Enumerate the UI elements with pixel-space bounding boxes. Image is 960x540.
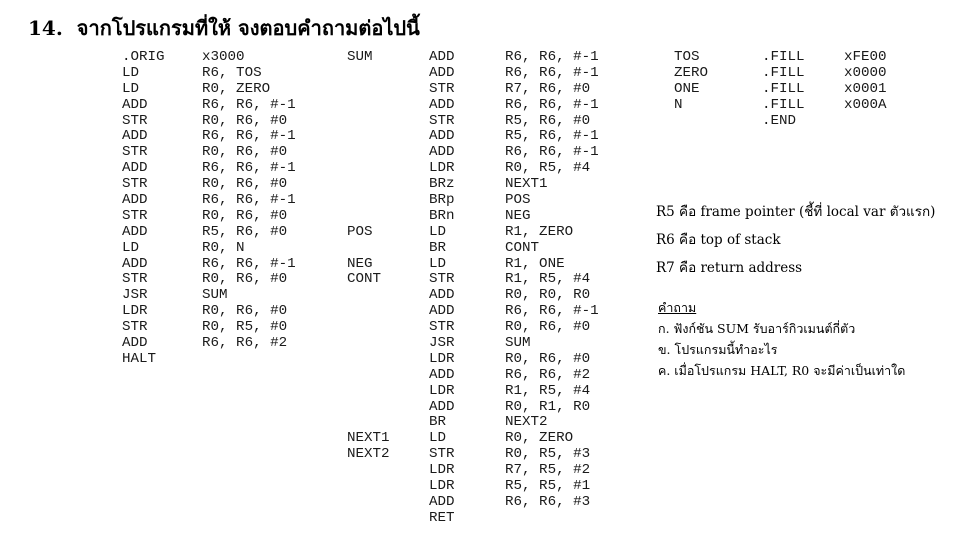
code-operands: xFE00 xyxy=(844,49,887,65)
code-opcode: ADD xyxy=(122,128,148,145)
code-operands: R0, R5, #4 xyxy=(505,160,591,177)
code-opcode: ADD xyxy=(429,128,455,145)
code-operands: R6, R6, #3 xyxy=(505,493,591,510)
code-opcode: RET xyxy=(429,509,455,526)
code-operands: R6, R6, #-1 xyxy=(505,303,599,320)
code-label: ONE xyxy=(674,80,700,97)
code-operands: NEG xyxy=(505,207,531,224)
code-opcode: JSR xyxy=(122,287,148,304)
code-operands: R6, R6, #-1 xyxy=(202,128,296,145)
code-operands: R1, ZERO xyxy=(505,223,574,240)
code-opcode: LD xyxy=(429,255,447,272)
code-opcode: ADD xyxy=(122,255,148,272)
code-opcode: STR xyxy=(429,446,455,463)
code-opcode: LDR xyxy=(429,462,455,479)
code-operands: R1, R5, #4 xyxy=(505,271,591,288)
code-operands: POS xyxy=(505,192,531,209)
code-operands: x0001 xyxy=(844,80,887,97)
code-operands: R5, R6, #-1 xyxy=(505,128,599,145)
note-r5: R5 คือ frame pointer (ชี้ที่ local var ตัวแรก) xyxy=(656,204,936,220)
questions-heading: คำถาม xyxy=(658,300,697,315)
question-title xyxy=(28,12,420,44)
code-operands: R6, R6, #-1 xyxy=(505,49,599,65)
code-opcode: LDR xyxy=(122,303,148,320)
code-label: SUM xyxy=(347,49,373,65)
code-opcode: LD xyxy=(429,223,447,240)
code-label: ZERO xyxy=(674,64,709,81)
code-operands: R0, R5, #0 xyxy=(202,319,288,336)
code-operands: R5, R5, #1 xyxy=(505,478,591,495)
code-opcode: .END xyxy=(762,112,797,129)
code-label: CONT xyxy=(347,271,382,288)
code-operands: NEXT1 xyxy=(505,176,548,193)
question-item-b: ข. โปรแกรมนี้ทำอะไร xyxy=(658,342,778,357)
question-text: จากโปรแกรมที่ให้ จงตอบคำถามต่อไปนี้ xyxy=(76,16,420,40)
code-opcode: ADD xyxy=(429,366,455,383)
questions-block xyxy=(658,298,905,382)
code-opcode: LD xyxy=(122,239,140,256)
code-opcode: .FILL xyxy=(762,49,805,65)
code-operands: R6, R6, #-1 xyxy=(202,160,296,177)
code-opcode: ADD xyxy=(429,287,455,304)
code-operands: SUM xyxy=(505,335,531,352)
code-operands: R5, R6, #0 xyxy=(202,223,288,240)
code-opcode: ADD xyxy=(122,160,148,177)
code-operands: R0, ZERO xyxy=(505,430,574,447)
code-operands: R6, R6, #2 xyxy=(505,366,591,383)
code-operands: R6, TOS xyxy=(202,64,262,81)
code-operands: R6, R6, #-1 xyxy=(202,96,296,113)
code-opcode: LD xyxy=(429,430,447,447)
code-opcode: BRn xyxy=(429,207,455,224)
code-operands: R1, ONE xyxy=(505,255,565,272)
code-opcode: LDR xyxy=(429,350,455,367)
code-opcode: BR xyxy=(429,414,447,431)
code-operands: R0, R6, #0 xyxy=(202,271,288,288)
code-operands: R0, R6, #0 xyxy=(202,207,288,224)
code-operands: R6, R6, #2 xyxy=(202,335,288,352)
code-opcode: STR xyxy=(429,112,455,129)
code-opcode: STR xyxy=(122,271,148,288)
note-r6: R6 คือ top of stack xyxy=(656,232,781,248)
code-opcode: ADD xyxy=(122,335,148,352)
code-opcode: .FILL xyxy=(762,64,805,81)
code-opcode: ADD xyxy=(429,144,455,161)
code-opcode: ADD xyxy=(429,398,455,415)
code-opcode: ADD xyxy=(429,64,455,81)
code-operands: R0, R0, R0 xyxy=(505,287,591,304)
code-operands: R0, R6, #0 xyxy=(505,350,591,367)
code-operands: x3000 xyxy=(202,49,245,65)
code-operands: R5, R6, #0 xyxy=(505,112,591,129)
code-opcode: STR xyxy=(122,144,148,161)
code-opcode: STR xyxy=(429,80,455,97)
code-opcode: LDR xyxy=(429,382,455,399)
code-label: NEG xyxy=(347,255,373,272)
code-opcode: ADD xyxy=(429,493,455,510)
code-operands: R0, R6, #0 xyxy=(505,319,591,336)
code-opcode: STR xyxy=(429,319,455,336)
register-notes xyxy=(656,200,935,284)
code-label: TOS xyxy=(674,49,700,65)
code-opcode: BR xyxy=(429,239,447,256)
code-opcode: HALT xyxy=(122,350,157,367)
code-opcode: ADD xyxy=(122,96,148,113)
code-opcode: .FILL xyxy=(762,96,805,113)
question-number: 14. xyxy=(28,16,63,40)
code-opcode: STR xyxy=(429,271,455,288)
code-operands: R7, R5, #2 xyxy=(505,462,591,479)
code-operands: R6, R6, #-1 xyxy=(202,192,296,209)
code-operands: R0, R6, #0 xyxy=(202,112,288,129)
code-operands: CONT xyxy=(505,239,540,256)
code-operands: R0, N xyxy=(202,239,245,256)
code-opcode: LDR xyxy=(429,160,455,177)
code-opcode: ADD xyxy=(429,303,455,320)
code-opcode: LD xyxy=(122,64,140,81)
code-label: NEXT1 xyxy=(347,430,390,447)
code-operands: R0, ZERO xyxy=(202,80,271,97)
code-opcode: .FILL xyxy=(762,80,805,97)
code-opcode: ADD xyxy=(429,49,455,65)
code-opcode: ADD xyxy=(122,192,148,209)
code-opcode: LDR xyxy=(429,478,455,495)
code-operands: R0, R1, R0 xyxy=(505,398,591,415)
code-label: N xyxy=(674,96,683,113)
code-operands: SUM xyxy=(202,287,228,304)
code-operands: R0, R5, #3 xyxy=(505,446,591,463)
code-label: NEXT2 xyxy=(347,446,390,463)
code-opcode: ADD xyxy=(122,223,148,240)
code-opcode: JSR xyxy=(429,335,455,352)
code-opcode: STR xyxy=(122,207,148,224)
code-operands: NEXT2 xyxy=(505,414,548,431)
code-opcode: STR xyxy=(122,112,148,129)
question-item-a: ก. ฟังก์ชัน SUM รับอาร์กิวเมนต์กี่ตัว xyxy=(658,321,856,336)
code-opcode: ADD xyxy=(429,96,455,113)
code-operands: R6, R6, #-1 xyxy=(505,64,599,81)
code-opcode: STR xyxy=(122,176,148,193)
code-operands: x000A xyxy=(844,96,887,113)
code-opcode: BRp xyxy=(429,192,455,209)
code-label: POS xyxy=(347,223,373,240)
code-opcode: STR xyxy=(122,319,148,336)
code-operands: R0, R6, #0 xyxy=(202,144,288,161)
question-item-c: ค. เมื่อโปรแกรม HALT, R0 จะมีค่าเป็นเท่าใด xyxy=(658,363,906,378)
code-operands: R6, R6, #-1 xyxy=(505,144,599,161)
code-operands: R0, R6, #0 xyxy=(202,176,288,193)
code-operands: R0, R6, #0 xyxy=(202,303,288,320)
code-opcode: .ORIG xyxy=(122,49,165,65)
code-opcode: LD xyxy=(122,80,140,97)
code-operands: R6, R6, #-1 xyxy=(505,96,599,113)
code-opcode: BRz xyxy=(429,176,455,193)
code-operands: R1, R5, #4 xyxy=(505,382,591,399)
code-operands: R7, R6, #0 xyxy=(505,80,591,97)
note-r7: R7 คือ return address xyxy=(656,260,803,276)
code-operands: R6, R6, #-1 xyxy=(202,255,296,272)
code-operands: x0000 xyxy=(844,64,887,81)
